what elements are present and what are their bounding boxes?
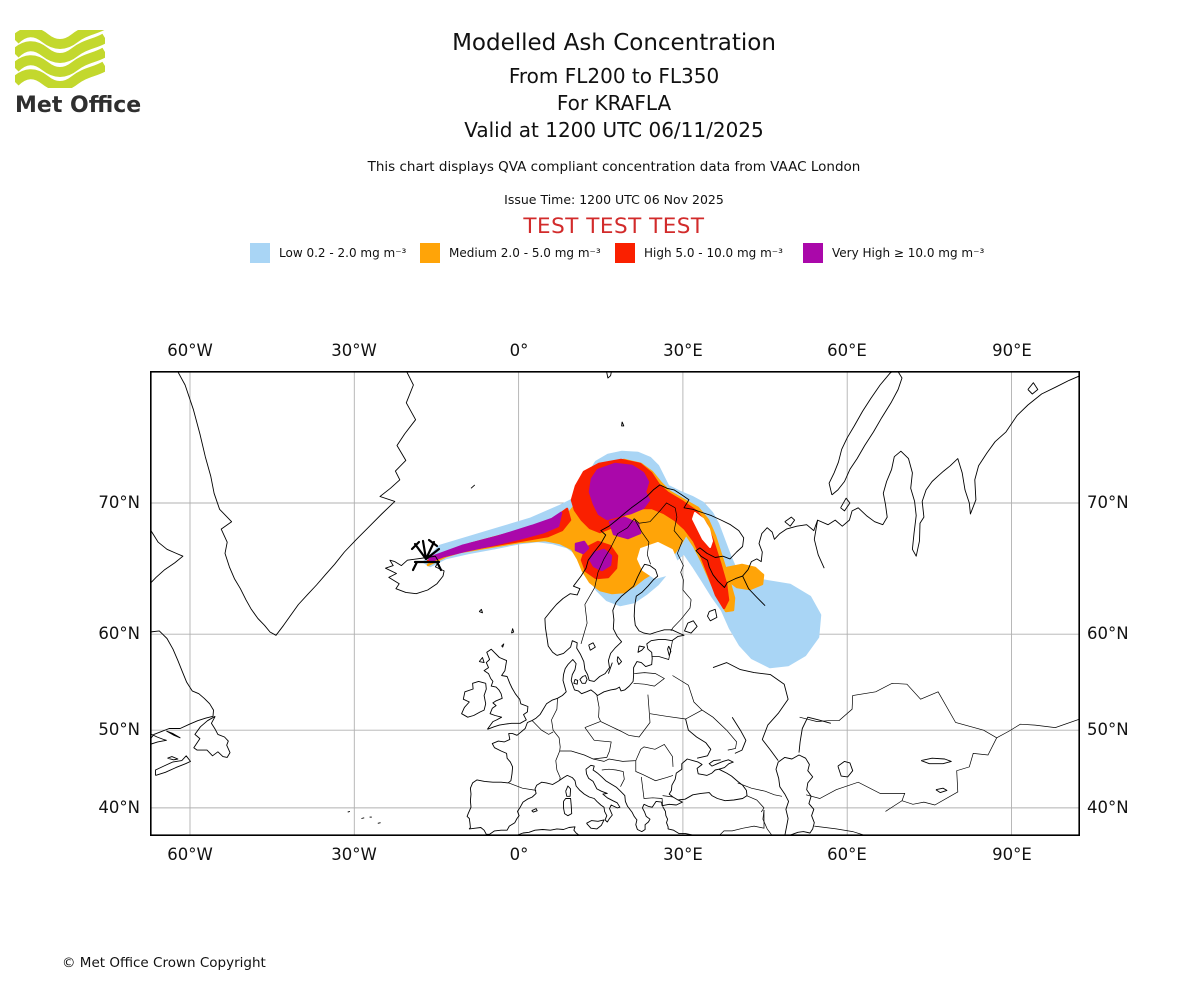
- legend-item-low: [250, 242, 406, 263]
- legend-label-very-high: Very High ≥ 10.0 mg m⁻³: [832, 245, 985, 260]
- legend-label-high: High 5.0 - 10.0 mg m⁻³: [644, 245, 783, 260]
- lon-tick-top: 90°E: [992, 341, 1032, 360]
- lat-tick-right: 40°N: [1087, 798, 1129, 817]
- volcano-subtitle: For KRAFLA: [556, 91, 672, 115]
- qva-description: This chart displays QVA compliant concentration data from VAAC London: [367, 159, 861, 175]
- legend-swatch-high: [615, 243, 635, 263]
- legend-swatch-medium: [420, 243, 440, 263]
- copyright-text: © Met Office Crown Copyright: [62, 955, 266, 971]
- lon-tick-top: 60°W: [167, 341, 213, 360]
- legend-swatch-very-high: [803, 243, 823, 263]
- map-canvas: [150, 371, 1080, 836]
- test-banner: TEST TEST TEST: [523, 214, 705, 239]
- lon-tick-bottom: 30°W: [331, 845, 377, 864]
- issue-time: Issue Time: 1200 UTC 06 Nov 2025: [504, 192, 724, 207]
- lat-tick-left: 70°N: [98, 493, 140, 512]
- lat-tick-right: 70°N: [1087, 493, 1129, 512]
- flight-level-subtitle: From FL200 to FL350: [508, 64, 720, 88]
- legend-label-medium: Medium 2.0 - 5.0 mg m⁻³: [449, 245, 601, 260]
- legend-item-medium: [420, 242, 601, 263]
- lon-tick-bottom: 30°E: [663, 845, 703, 864]
- lon-tick-top: 60°E: [827, 341, 867, 360]
- legend-item-high: [615, 242, 783, 263]
- lon-tick-top: 0°: [509, 341, 529, 360]
- plume-very_high: [576, 542, 588, 553]
- lat-tick-left: 60°N: [98, 624, 140, 643]
- lon-tick-bottom: 60°E: [827, 845, 867, 864]
- logo-text: Met Office: [15, 93, 142, 118]
- lat-tick-right: 60°N: [1087, 624, 1129, 643]
- legend-swatch-low: [250, 243, 270, 263]
- lon-tick-bottom: 0°: [509, 845, 529, 864]
- lat-tick-right: 50°N: [1087, 720, 1129, 739]
- legend-label-low: Low 0.2 - 2.0 mg m⁻³: [279, 245, 407, 260]
- ash-plume-layer: [424, 452, 820, 667]
- legend-item-very-high: [803, 242, 984, 263]
- lon-tick-bottom: 60°W: [167, 845, 213, 864]
- lon-tick-top: 30°E: [663, 341, 703, 360]
- page-title: Modelled Ash Concentration: [452, 30, 776, 56]
- map-area: [150, 371, 1080, 836]
- lat-tick-left: 50°N: [98, 720, 140, 739]
- valid-time-subtitle: Valid at 1200 UTC 06/11/2025: [464, 118, 764, 142]
- lon-tick-top: 30°W: [331, 341, 377, 360]
- lon-tick-bottom: 90°E: [992, 845, 1032, 864]
- lat-tick-left: 40°N: [98, 798, 140, 817]
